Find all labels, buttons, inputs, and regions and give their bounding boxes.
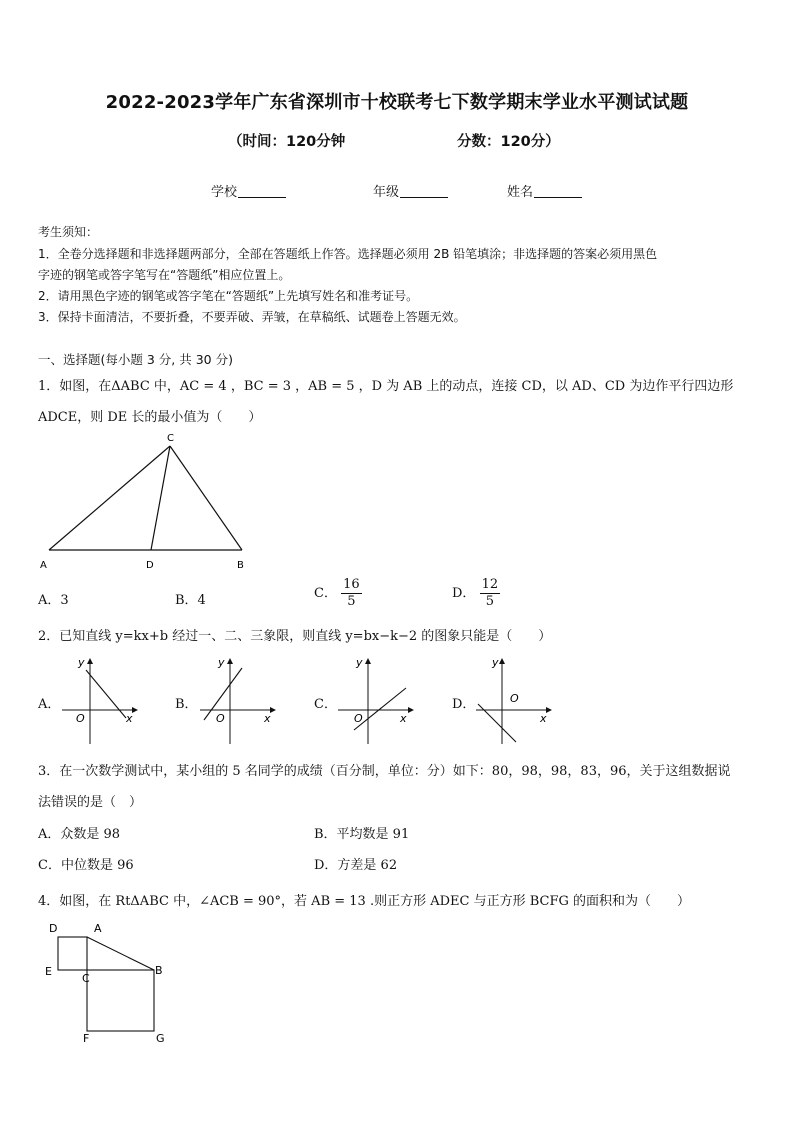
label-g: G [156,1032,165,1045]
square-bcfg [87,970,154,1031]
q3-option-b: B．平均数是 91 [314,827,410,842]
q3-option-c: C．中位数是 96 [38,858,134,873]
notice-line-3: 3．保持卡面清洁，不要折叠，不要弄破、弄皱，在草稿纸、试题卷上答题无效。 [38,310,466,324]
x-axis-arrow [546,707,552,713]
y-axis-arrow [365,658,371,664]
label-f: F [83,1032,90,1045]
q1-option-d-prefix: D． [452,586,476,601]
name-label: 姓名 [507,185,534,200]
x-label: x [540,712,547,725]
fraction-denominator: 5 [347,594,356,609]
square-adec [58,937,87,970]
exam-score: 分数：120分） [457,134,560,150]
y-label: y [492,656,499,669]
name-field [507,181,582,200]
section-heading: 一、选择题(每小题 3 分, 共 30 分) [38,352,233,367]
q1-stem-line2: ADCE，则 DE 长的最小值为（ ） [38,410,262,425]
segment-ac [49,446,170,550]
label-c: C [82,972,90,985]
q2-option-c-label: C． [314,697,337,712]
x-axis-arrow [270,707,276,713]
label-b: B [237,560,244,571]
q3-option-a: A．众数是 98 [38,827,121,842]
exam-time: （时间：120分钟 [228,134,346,150]
q3-option-d: D．方差是 62 [314,858,398,873]
q1-option-d [452,577,500,610]
grade-field [373,181,448,200]
label-a: A [40,560,47,571]
q3-stem-line2: 法错误的是（ ） [38,795,143,810]
origin-label: O [216,712,225,725]
segment-ab [87,937,154,970]
notice-line-2: 2．请用黑色字迹的钢笔或答字笔在“答题纸”上先填写姓名和准考证号。 [38,289,419,303]
label-d: D [146,560,154,571]
x-axis-arrow [132,707,138,713]
q2-stem: 2．已知直线 y=kx+b 经过一、二、三象限，则直线 y=bx−k−2 的图象只能是（ ） [38,629,552,644]
fraction-numerator: 12 [481,577,499,592]
segment-cd [151,446,170,550]
y-axis-arrow [87,658,93,664]
label-d: D [49,922,58,935]
q1-option-c-fraction [341,577,362,610]
q1-option-b: B．4 [175,593,206,608]
origin-label: O [510,692,519,705]
q2-graph-c [336,652,416,746]
q3-stem-line1: 3．在一次数学测试中，某小组的 5 名同学的成绩（百分制，单位：分）如下：80，98，98，83，96，关于这组数据说 [38,764,731,779]
label-e: E [45,965,52,978]
y-label: y [218,656,225,669]
x-label: x [264,712,271,725]
notice-heading: 考生须知： [38,225,99,239]
q2-graph-a [60,652,140,746]
q2-graph-b [198,652,278,746]
origin-label: O [76,712,85,725]
grade-label: 年级 [373,185,400,200]
q1-option-d-fraction [480,577,501,610]
grade-blank [400,185,448,198]
label-c: C [167,433,174,444]
y-axis-arrow [499,658,505,664]
y-label: y [78,656,85,669]
segment-bc [170,446,242,550]
q1-option-c-prefix: C． [314,586,337,601]
q1-triangle-figure [36,428,256,576]
q4-squares-figure [40,916,180,1046]
q4-stem: 4．如图，在 RtΔABC 中，∠ACB = 90°，若 AB = 13 .则正方形 ADEC 与正方形 BCFG 的面积和为（ ） [38,894,691,909]
q2-option-d-label: D． [452,697,476,712]
fraction-denominator: 5 [485,594,494,609]
x-label: x [400,712,407,725]
school-label: 学校 [211,185,238,200]
y-axis-arrow [227,658,233,664]
graph-line [86,670,126,718]
q2-option-a-label: A． [38,697,61,712]
q1-stem-line1: 1．如图，在ΔABC 中，AC = 4 ，BC = 3 ，AB = 5 ，D 为 AB 上的动点，连接 CD，以 AD、CD 为边作平行四边形 [38,379,734,394]
q2-graph-d [474,652,558,746]
q1-option-a: A．3 [38,593,69,608]
name-blank [534,185,582,198]
y-label: y [356,656,363,669]
school-field [211,181,286,200]
origin-label: O [354,712,363,725]
label-b: B [155,964,163,977]
page-title: 2022-2023学年广东省深圳市十校联考七下数学期末学业水平测试试题 [105,92,689,113]
fraction-numerator: 16 [343,577,360,592]
q1-option-c [314,577,362,610]
notice-line-1b: 字迹的钢笔或答字笔写在“答题纸”相应位置上。 [38,268,291,282]
q2-option-b-label: B． [175,697,198,712]
x-label: x [126,712,133,725]
school-blank [238,185,286,198]
label-a: A [94,922,102,935]
x-axis-arrow [408,707,414,713]
notice-line-1a: 1．全卷分选择题和非选择题两部分，全部在答题纸上作答。选择题必须用 2B 铅笔填涂；非选择题的答案必须用黑色 [38,247,658,261]
